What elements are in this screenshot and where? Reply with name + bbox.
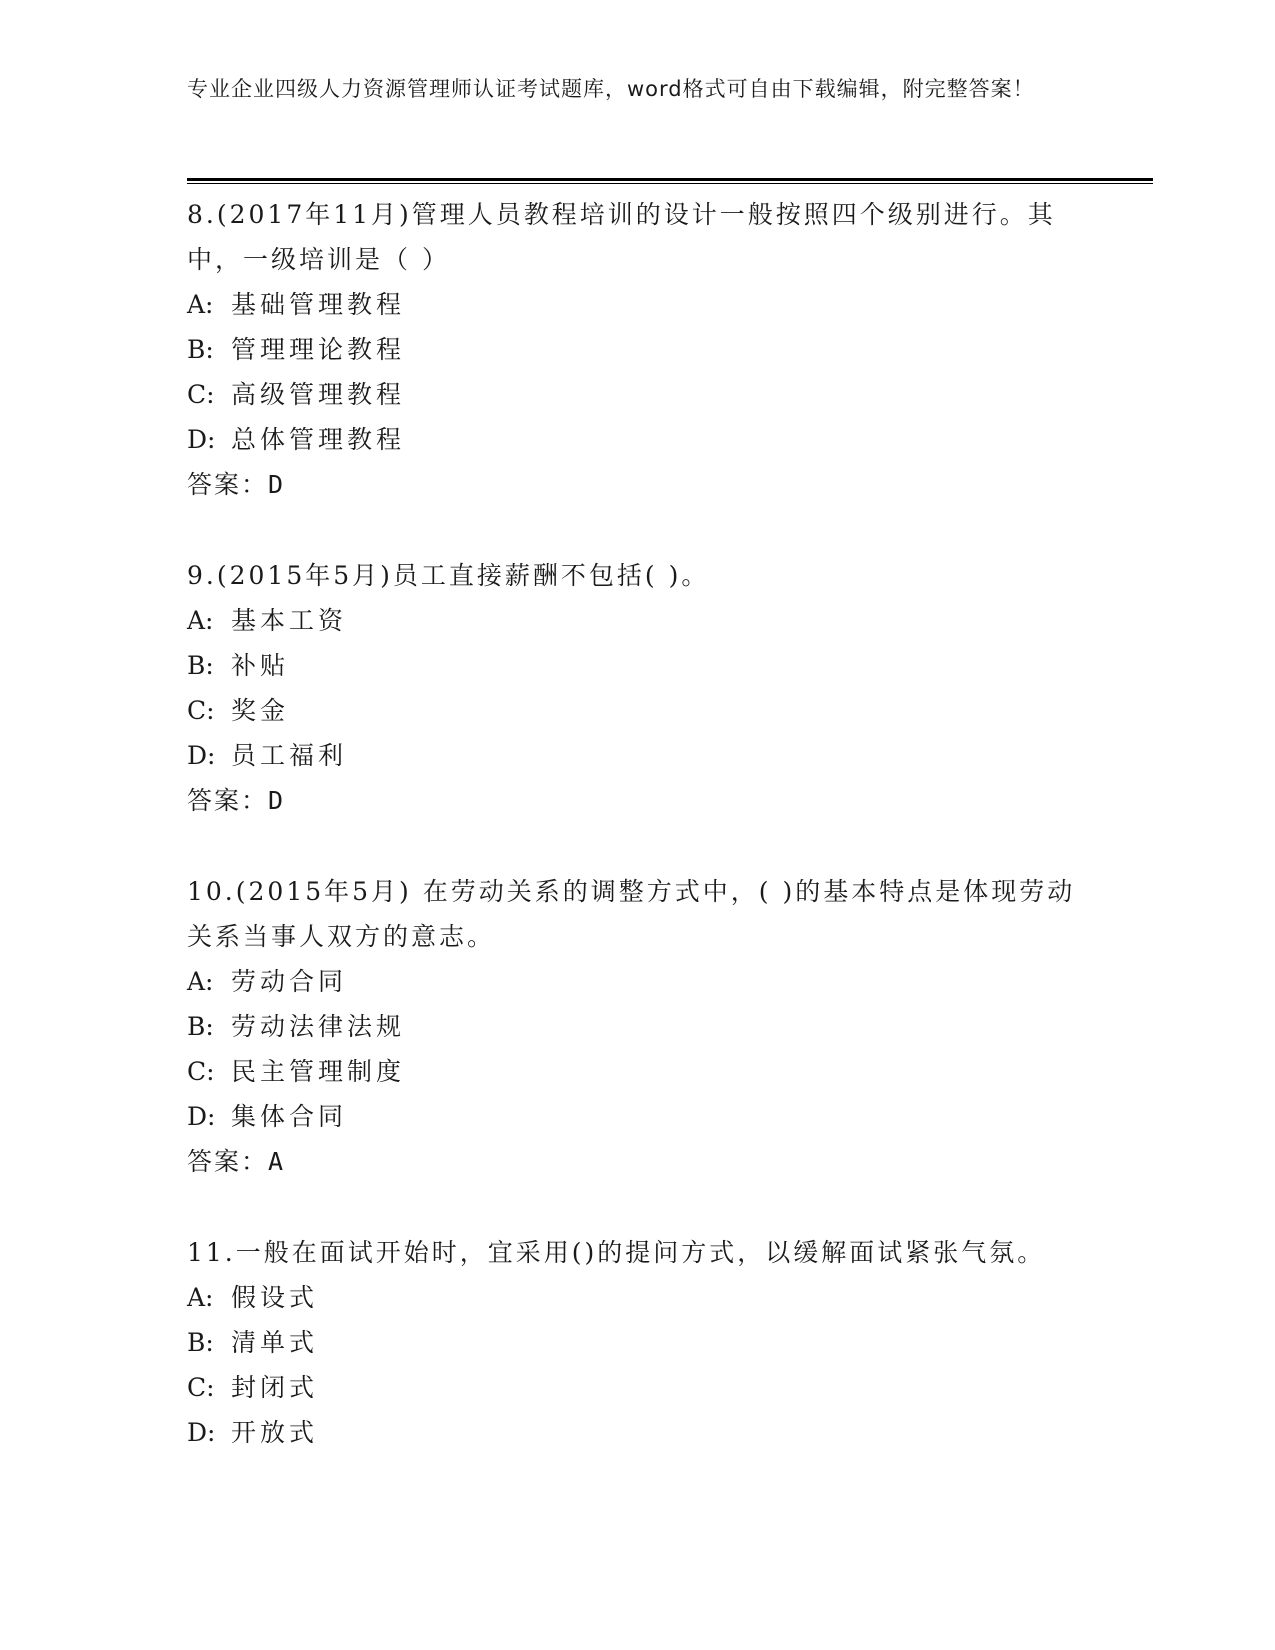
option-b (187, 643, 1087, 688)
option-text: 集体合同 (231, 1102, 348, 1131)
option-key: D: (187, 741, 216, 770)
option-text: 劳动法律法规 (231, 1012, 406, 1041)
question-stem: 9.(2015年5月)员工直接薪酬不包括( )。 (187, 561, 710, 590)
answer-line: 答案：D (187, 470, 286, 499)
option-key: B: (187, 651, 214, 680)
option-c (187, 688, 1087, 733)
option-key: C: (187, 380, 215, 409)
option-text: 总体管理教程 (231, 425, 406, 454)
option-key: C: (187, 1057, 215, 1086)
option-key: D: (187, 1418, 216, 1447)
option-d (187, 417, 1087, 462)
option-key: D: (187, 1102, 216, 1131)
question-11 (187, 1230, 1087, 1455)
question-stem: 8.(2017年11月)管理人员教程培训的设计一般按照四个级别进行。其中，一级培训是（ ） (187, 200, 1056, 274)
document-header: 专业企业四级人力资源管理师认证考试题库，word格式可自由下载编辑，附完整答案！ (187, 77, 1035, 101)
option-text: 假设式 (231, 1283, 319, 1312)
question-8 (187, 192, 1087, 507)
answer-line: 答案：A (187, 1147, 286, 1176)
option-c (187, 1365, 1087, 1410)
option-key: A: (187, 967, 214, 996)
option-text: 员工福利 (231, 741, 348, 770)
question-9 (187, 553, 1087, 823)
option-key: A: (187, 290, 214, 319)
option-a (187, 959, 1087, 1004)
question-10 (187, 869, 1087, 1184)
option-text: 基础管理教程 (231, 290, 406, 319)
option-d (187, 1094, 1087, 1139)
option-c (187, 1049, 1087, 1094)
option-text: 封闭式 (231, 1373, 319, 1402)
option-a (187, 1275, 1087, 1320)
option-b (187, 1004, 1087, 1049)
question-stem: 10.(2015年5月) 在劳动关系的调整方式中，( )的基本特点是体现劳动关系当事人双方的意志。 (187, 877, 1076, 951)
option-text: 高级管理教程 (231, 380, 406, 409)
option-key: A: (187, 1283, 214, 1312)
option-text: 基本工资 (231, 606, 348, 635)
answer-line: 答案：D (187, 786, 286, 815)
option-key: C: (187, 696, 215, 725)
option-text: 清单式 (231, 1328, 319, 1357)
option-text: 民主管理制度 (231, 1057, 406, 1086)
option-key: D: (187, 425, 216, 454)
option-c (187, 372, 1087, 417)
option-text: 补贴 (231, 651, 290, 680)
question-stem: 11.一般在面试开始时，宜采用()的提问方式，以缓解面试紧张气氛。 (187, 1238, 1046, 1267)
option-d (187, 733, 1087, 778)
option-text: 劳动合同 (231, 967, 348, 996)
option-key: B: (187, 1328, 214, 1357)
option-key: B: (187, 335, 214, 364)
option-b (187, 1320, 1087, 1365)
option-b (187, 327, 1087, 372)
option-text: 开放式 (231, 1418, 319, 1447)
option-text: 管理理论教程 (231, 335, 406, 364)
option-a (187, 598, 1087, 643)
option-d (187, 1410, 1087, 1455)
question-list (187, 192, 1087, 1501)
header-divider-thin (187, 183, 1153, 184)
option-key: A: (187, 606, 214, 635)
header-divider-thick (187, 178, 1153, 181)
option-key: B: (187, 1012, 214, 1041)
option-text: 奖金 (231, 696, 290, 725)
option-a (187, 282, 1087, 327)
option-key: C: (187, 1373, 215, 1402)
